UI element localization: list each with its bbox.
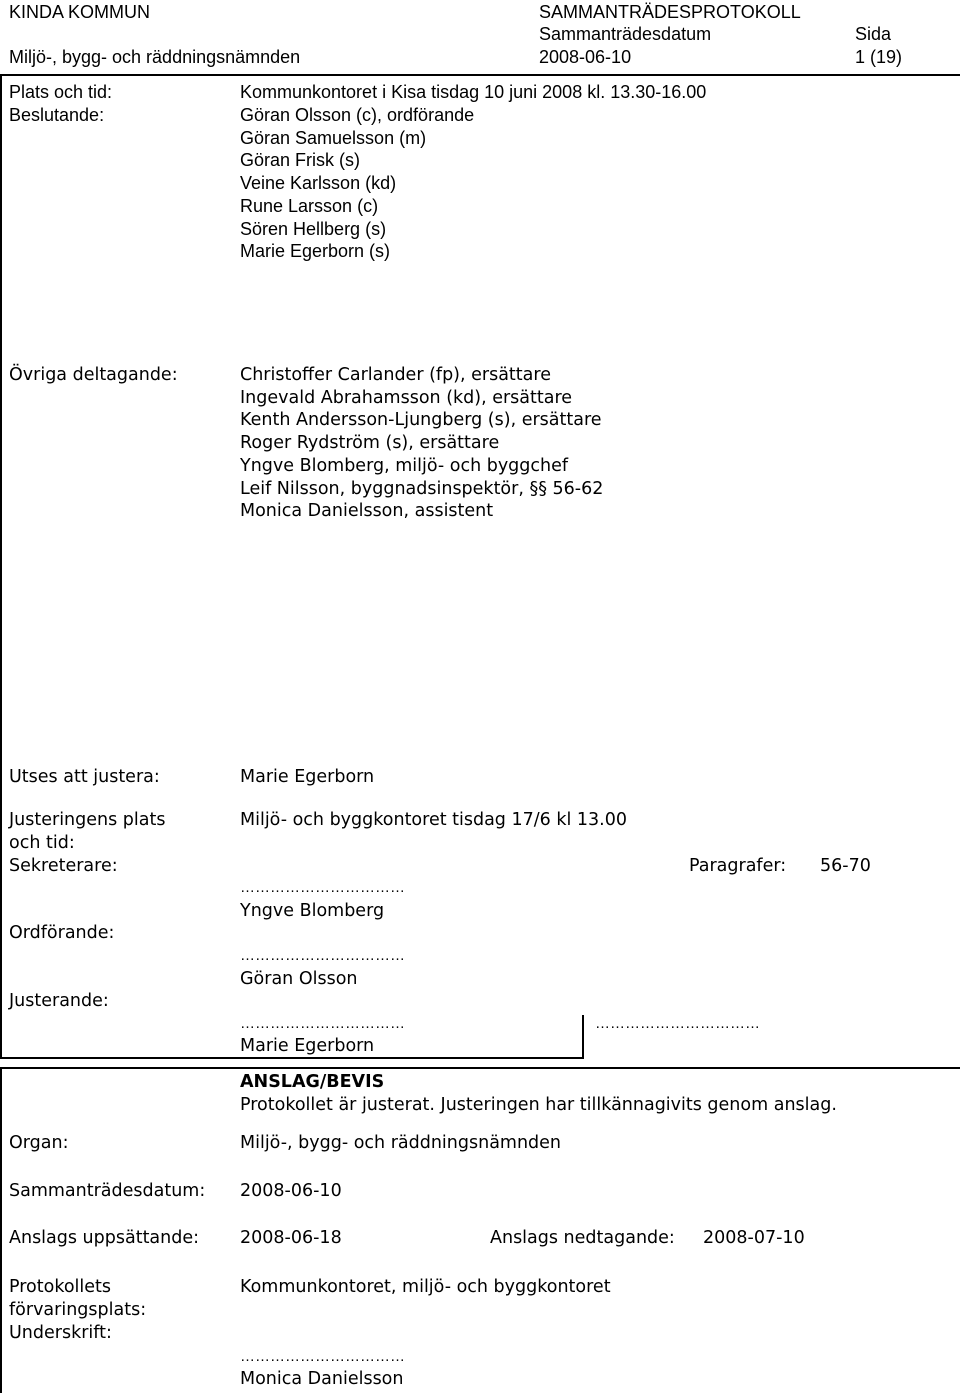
deciding-member: Göran Olsson (c), ordförande (240, 105, 475, 125)
signature-label: Underskrift: (9, 1323, 112, 1343)
deciding-member: Göran Samuelsson (m) (240, 128, 427, 148)
adjusting-name: Marie Egerborn (240, 1036, 375, 1056)
adjust-place-label-cont: och tid: (9, 833, 75, 853)
page-label: Sida (855, 24, 892, 44)
signature-line: …………………………… (240, 879, 405, 896)
storage-label: Protokollets (9, 1277, 112, 1297)
signature-line: …………………………… (240, 1348, 405, 1365)
notice-top-border (0, 1067, 960, 1069)
secretary-label: Sekreterare: (9, 856, 118, 876)
participant: Ingevald Abrahamsson (kd), ersättare (240, 388, 573, 408)
org-name: KINDA KOMMUN (9, 2, 151, 22)
participant: Roger Rydström (s), ersättare (240, 433, 500, 453)
board-name: Miljö-, bygg- och räddningsnämnden (9, 47, 301, 67)
deciding-label: Beslutande: (9, 105, 105, 125)
paragraphs-label: Paragrafer: (689, 856, 787, 876)
deciding-member: Marie Egerborn (s) (240, 241, 391, 261)
participant: Leif Nilsson, byggnadsinspektör, §§ 56-62 (240, 479, 604, 499)
notice-date-value: 2008-06-10 (240, 1181, 342, 1201)
others-label: Övriga deltagande: (9, 365, 178, 385)
deciding-member: Veine Karlsson (kd) (240, 173, 397, 193)
paragraphs-value: 56-70 (820, 856, 871, 876)
removed-date: 2008-07-10 (703, 1228, 805, 1248)
notice-title: ANSLAG/BEVIS (240, 1072, 385, 1092)
storage-value: Kommunkontoret, miljö- och byggkontoret (240, 1277, 611, 1297)
meeting-date: 2008-06-10 (539, 47, 632, 67)
deciding-member: Rune Larsson (c) (240, 196, 379, 216)
posted-label: Anslags uppsättande: (9, 1228, 200, 1248)
organ-label: Organ: (9, 1133, 69, 1153)
page-number: 1 (19) (855, 47, 903, 67)
signature-line: …………………………… (240, 947, 405, 964)
secretary-name: Yngve Blomberg (240, 901, 385, 921)
adjuster-label: Utses att justera: (9, 767, 160, 787)
document-type: SAMMANTRÄDESPROTOKOLL (539, 2, 801, 22)
header-divider (0, 74, 960, 76)
posted-date: 2008-06-18 (240, 1228, 342, 1248)
place-label: Plats och tid: (9, 82, 113, 102)
section-divider (0, 1057, 582, 1059)
organ-value: Miljö-, bygg- och räddningsnämnden (240, 1133, 562, 1153)
chair-name: Göran Olsson (240, 969, 358, 989)
signature-box-divider (582, 1015, 584, 1059)
participant: Yngve Blomberg, miljö- och byggchef (240, 456, 569, 476)
notice-text: Protokollet är justerat. Justeringen har tillkännagivits genom anslag. (240, 1095, 837, 1115)
notice-left-border (0, 1067, 2, 1393)
notice-date-label: Sammanträdesdatum: (9, 1181, 206, 1201)
removed-label: Anslags nedtagande: (490, 1228, 675, 1248)
signature-line: …………………………… (240, 1015, 405, 1032)
signer-name: Monica Danielsson (240, 1369, 404, 1389)
signature-line: …………………………… (595, 1015, 760, 1032)
adjusting-label: Justerande: (9, 991, 109, 1011)
chair-label: Ordförande: (9, 923, 115, 943)
adjust-place-value: Miljö- och byggkontoret tisdag 17/6 kl 13.00 (240, 810, 627, 830)
adjuster-name: Marie Egerborn (240, 767, 375, 787)
adjust-place-label: Justeringens plats (9, 810, 166, 830)
place-value: Kommunkontoret i Kisa tisdag 10 juni 2008 kl. 13.30-16.00 (240, 82, 707, 102)
participant: Monica Danielsson, assistent (240, 501, 494, 521)
participant: Christoffer Carlander (fp), ersättare (240, 365, 551, 385)
date-label: Sammanträdesdatum (539, 24, 712, 44)
deciding-member: Sören Hellberg (s) (240, 219, 387, 239)
left-border (0, 74, 2, 1058)
participant: Kenth Andersson-Ljungberg (s), ersättare (240, 410, 602, 430)
deciding-member: Göran Frisk (s) (240, 150, 361, 170)
storage-label-cont: förvaringsplats: (9, 1300, 147, 1320)
